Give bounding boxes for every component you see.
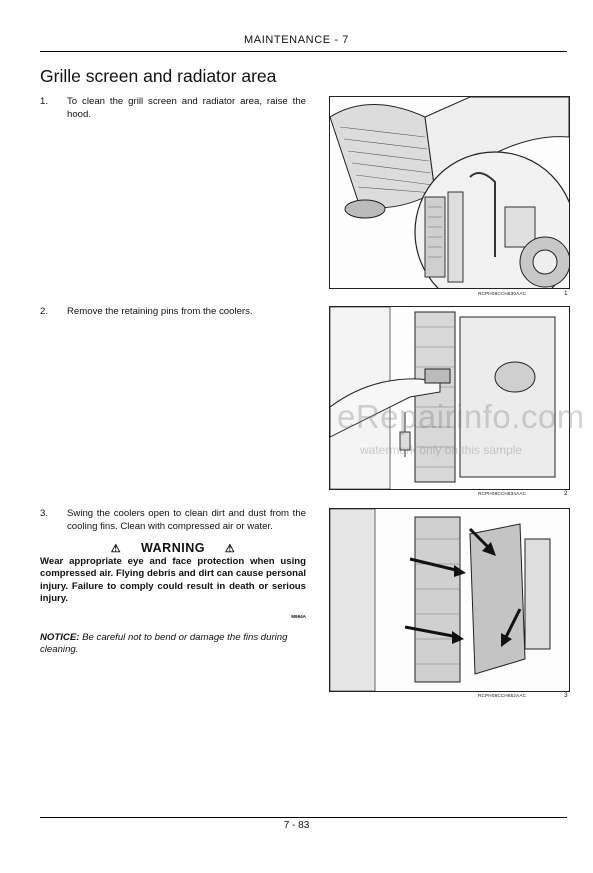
step-1-text: To clean the grill screen and radiator area, raise the hood.	[67, 96, 306, 120]
footer-rule	[40, 817, 567, 818]
figure-1-image	[329, 96, 570, 289]
figure-2-code: RCPH08CCH634AAC	[478, 491, 527, 496]
figure-1-number: 1	[564, 290, 568, 297]
page-header: MAINTENANCE - 7	[244, 34, 349, 46]
warning-triangle-icon: ⚠	[224, 543, 236, 555]
figure-3-number: 3	[564, 692, 568, 699]
warning-heading	[40, 541, 306, 555]
page-number: 7 - 83	[283, 820, 310, 831]
warning-code: M994A	[291, 614, 306, 619]
step-2-text: Remove the retaining pins from the coolers.	[67, 306, 253, 317]
step-2-number: 2.	[40, 306, 49, 317]
warning-text: Wear appropriate eye and face protection when using compressed air. Flying debris and dirt can cause personal injury. Failure to comply could result in death or serious injury.	[40, 556, 306, 605]
section-title: Grille screen and radiator area	[40, 66, 277, 86]
watermark-sub: watermark only on this sample	[360, 443, 523, 457]
figure-1-code: RCPH08CCH630AAC	[478, 291, 527, 296]
figure-3-image	[329, 508, 570, 692]
notice-text: Be careful not to bend or damage the fins during cleaning.	[40, 632, 288, 656]
notice-label: NOTICE:	[40, 632, 80, 643]
step-3-text: Swing the coolers open to clean dirt and dust from the cooling fins. Clean with compressed air or water.	[67, 508, 306, 532]
figure-3-code: RCPH08CCH652AAC	[478, 693, 527, 698]
notice	[40, 632, 306, 657]
warning-label: WARNING	[141, 541, 205, 555]
figure-2-number: 2	[564, 490, 568, 497]
watermark: eRepairinfo.com	[337, 398, 585, 435]
step-1-number: 1.	[40, 96, 49, 107]
warning-triangle-icon: ⚠	[110, 543, 122, 555]
step-3-number: 3.	[40, 508, 49, 519]
header-rule	[40, 51, 567, 52]
